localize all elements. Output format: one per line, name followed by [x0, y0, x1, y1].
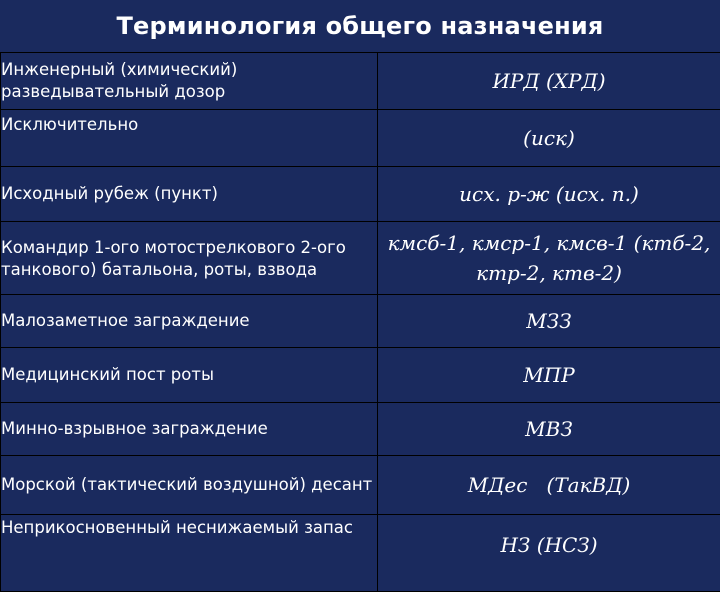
term-cell: Малозаметное заграждение: [1, 295, 378, 348]
term-cell: Инженерный (химический) разведывательный дозор: [1, 53, 378, 110]
table-row: [1, 515, 720, 592]
term-cell: Исключительно: [1, 110, 378, 167]
table-row: [1, 295, 720, 348]
abbreviation-cell: кмсб-1, кмср-1, кмсв-1 (ктб-2, ктр-2, ктв-2): [378, 222, 720, 295]
page-title: Терминология общего назначения: [116, 12, 603, 40]
abbreviation-cell: исх. р-ж (исх. п.): [378, 167, 720, 222]
terminology-table: [0, 52, 720, 592]
abbreviation-cell: МЗЗ: [378, 295, 720, 348]
table-row: [1, 53, 720, 110]
table-row: [1, 110, 720, 167]
term-cell: Неприкосновенный неснижаемый запас: [1, 515, 378, 592]
abbreviation-cell: МДес (ТакВД): [378, 456, 720, 515]
abbreviation-cell: (иск): [378, 110, 720, 167]
term-cell: Командир 1-ого мотострелкового 2-ого танкового) батальона, роты, взвода: [1, 222, 378, 295]
title-bar: [0, 0, 720, 52]
table-row: [1, 167, 720, 222]
abbreviation-cell: МПР: [378, 348, 720, 403]
table-row: [1, 348, 720, 403]
term-cell: Морской (тактический воздушной) десант: [1, 456, 378, 515]
term-cell: Медицинский пост роты: [1, 348, 378, 403]
term-cell: Исходный рубеж (пункт): [1, 167, 378, 222]
abbreviation-cell: ИРД (ХРД): [378, 53, 720, 110]
abbreviation-cell: НЗ (НСЗ): [378, 515, 720, 592]
table-row: [1, 403, 720, 456]
table-row: [1, 456, 720, 515]
abbreviation-cell: МВЗ: [378, 403, 720, 456]
term-cell: Минно-взрывное заграждение: [1, 403, 378, 456]
table-row: [1, 222, 720, 295]
